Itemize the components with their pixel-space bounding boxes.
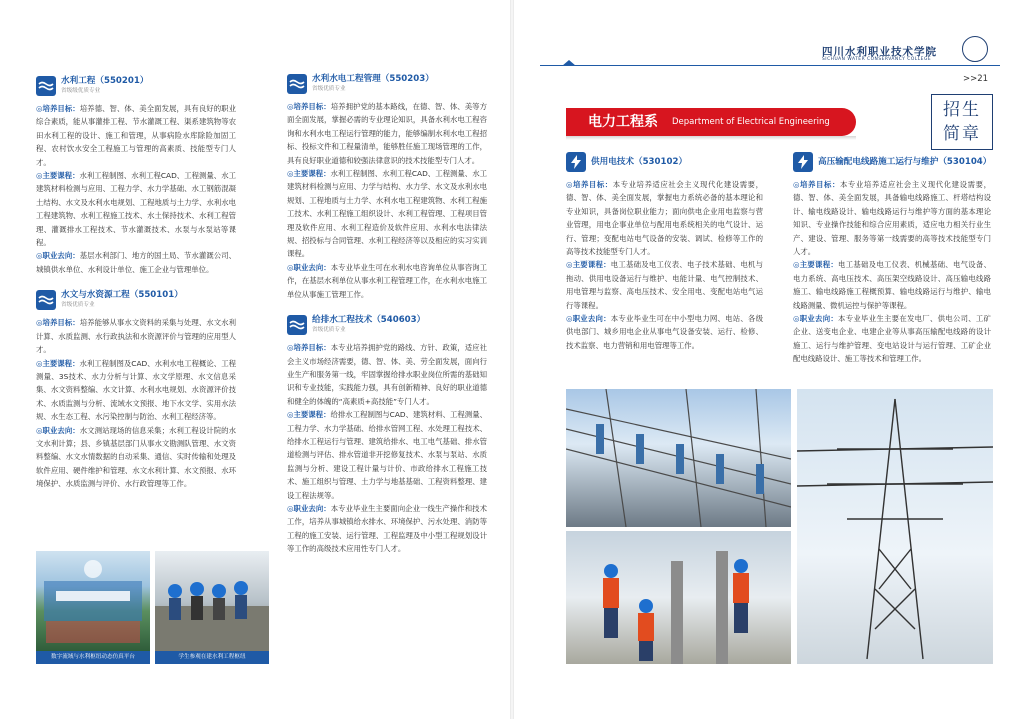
paragraph-goal: ◎培养目标：本专业培养拥护党的路线、方针、政策，适应社会主义市场经济需要，德、智、体、美、劳全面发展，面向行业生产和服务第一线，牢固掌握给排水职业岗位所需的基础知识和专业技能，实践能力强，具有创新精神、良好的职业道德和健全的体魄的“高素质+高技能”专门人才。	[287, 343, 487, 406]
section-title: 高压输配电线路施工运行与维护（530104）	[818, 156, 992, 167]
section-header	[287, 74, 487, 94]
page-number: >>21	[963, 74, 989, 84]
lightning-icon	[793, 152, 813, 172]
logo-title: 四川水利职业技术学院	[822, 46, 937, 58]
section-header	[566, 152, 763, 172]
section-subtitle: 省级优质专业	[312, 327, 346, 334]
right-column-2	[793, 152, 991, 366]
water-wave-icon	[287, 74, 307, 94]
paragraph-career: ◎职业去向：基层水利部门、地方的国土局、节水灌溉公司、城镇供水单位、水利设计单位、施工企业与管理单位。	[36, 251, 236, 274]
paragraph-goal: ◎培养目标：培养拥护党的基本路线，在德、智、体、美等方面全面发展，掌握必需的专业理论知识，具备水利水电工程咨询和水利水电工程运行管理的能力，能够编制水利水电工程招标、投标文件和工程量清单，能够胜任施工现场管理的工作，具有良好职业道德和较强法律意识的技术技能型专门人才。	[287, 102, 487, 165]
college-logo	[822, 40, 992, 66]
section-subtitle: 省级优质专业	[312, 86, 346, 92]
header-triangle-icon	[562, 60, 576, 66]
paragraph-courses: ◎主要课程：给排水工程制图与CAD、建筑材料、工程测量、工程力学、水力学基础、给排水管网工程、水处理工程技术、给排水工程运行与管理、建筑给排水、电工电气基础、排水管道检测与评估、排水管道非开挖修复技术、水泵与泵站、水质监测与分析、建设工程计量与计价、市政给排水工程施工技术、施工组织与管理、土力学与地基基础、工程资料整理、建设工程法规等。	[287, 410, 487, 500]
admission-guide-stamp	[931, 94, 993, 150]
photo-caption: 数字流域与水利枢纽动态仿真平台	[36, 651, 150, 664]
paragraph-courses: ◎主要课程：水利工程制图、水利工程CAD、工程测量、水工建筑材料检测与应用、力学与结构、水力学、水文及水利水电规划、工程地质与土力学、水利水电工程建筑物、水利工程施工技术、水利工程施工组织设计、水利工程管理、工程项目管理及软件应用、水利工程造价及软件应用、水利水电法律法规、招投标与合同管理、水利工程经济等以及相应的实习实训课程。	[287, 169, 487, 259]
paragraph-courses: ◎主要课程：水利工程制图、水利工程CAD、工程测量、水工建筑材料检测与应用、工程力学、水力学基础、水工钢筋混凝土结构、水文及水利水电规划、工程地质与土力学、水利水电工程建筑物、水利工程施工技术、水土保持技术、水利工程管理、灌溉排水工程技术、节水灌溉技术、水泵与水泵站等课程。	[36, 171, 236, 248]
photo-substation-insulators	[566, 389, 791, 527]
section-title: 水文与水资源工程（550101）	[61, 290, 183, 301]
department-title-en: Department of Electrical Engineering	[672, 117, 830, 127]
paragraph-career: ◎职业去向：本专业毕业生可在中小型电力网、电站、各级供电部门、城乡用电企业从事电气设备安装、运行、检修、技术监察、电力营销和用电管理等工作。	[566, 314, 763, 350]
section-header	[36, 290, 236, 310]
section-subtitle: 省级级优质专业	[61, 88, 101, 94]
paragraph-courses: ◎主要课程：水利工程制图及CAD、水利水电工程概论、工程测量、3S技术、水力分析与计算、水文学原理、水文信息采集、水文资料整编、水文计算、水利水电规划、水资源评价技术、水质监测与分析、流域水文预报、地下水文学、实用水法规、水生态工程、水污染控制与防治、水利工程经济等。	[36, 358, 236, 422]
department-banner	[566, 108, 856, 136]
section-title: 给排水工程技术（540603）	[312, 315, 426, 326]
paragraph-courses: ◎主要课程：电工基础及电工仪表、电子技术基础、电机与拖动、供用电设备运行与维护、电能计量、电气控制技术、用电管理与监察、高电压技术、安全用电、变配电站电气运行等课程。	[566, 260, 763, 310]
banner-shadow	[566, 136, 856, 140]
paragraph-career: ◎职业去向：本专业毕业生主要面向企业一线生产操作和技术工作，培养从事城镇给水排水、环境保护、污水处理、消防等工程的施工安装、运行管理、工程监理及中小型工程规划设计等工作的高级技术应用性专门人才。	[287, 503, 487, 554]
paragraph-courses: ◎主要课程：电工基础及电工仪表、机械基础、电气设备、电力系统、高电压技术、高压架空线路设计、高压输电线路施工、输电线路施工程概预算、输电线路运行与维护、输电线路测量、微机运控与保护等课程。	[793, 260, 991, 310]
paragraph-goal: ◎培养目标：培养能够从事水文资料的采集与处理、水文水利计算、水质监测、水行政执法和水资源评价与管理的应用型人才。	[36, 318, 236, 355]
lightning-icon	[566, 152, 586, 172]
logo-subtitle: SICHUAN WATER CONSERVANCY COLLEGE	[822, 57, 932, 62]
water-wave-icon	[287, 315, 307, 335]
section-header	[287, 315, 487, 335]
paragraph-goal: ◎培养目标：培养德、智、体、美全面发展，具有良好的职业综合素质，能从事灌排工程、节水灌溉工程、渠系建筑物等农田水利工程的设计、施工和管理，从事病险水库除险加固工程、农村饮水安全工程施工与管理的高素质、技能型专门人才。	[36, 104, 236, 167]
section-header	[793, 152, 991, 172]
paragraph-career: ◎职业去向：本专业毕业生可在水利水电咨询单位从事咨询工作，在基层水利单位从事水利工程管理工作，在水利水电施工单位从事施工管理工作。	[287, 262, 487, 299]
college-seal-icon	[962, 36, 988, 62]
paragraph-goal: ◎培养目标：本专业培养适应社会主义现代化建设需要，德、智、体、美全面发展，具备输电线路施工、杆塔结构设计、输电线路设计、输电线路运行与维护等方面的基本理论知识、专业操作技能和综合应用素质，适应电力相关行业生产、建设、管理、服务等第一线需要的高等技术技能型专门人才。	[793, 180, 991, 257]
department-title-cn: 电力工程系	[588, 114, 658, 130]
stamp-line: 简章	[943, 124, 981, 144]
right-column-1	[566, 152, 763, 352]
left-column-1	[36, 76, 236, 491]
paragraph-goal: ◎培养目标：本专业培养适应社会主义现代化建设需要，德、智、体、美全面发展，掌握电力系统必备的基本理论和专业知识，具备岗位职业能力；面向供电企业用电监察与营业管理，用电企事业单位与配用电系统相关的电气设计、运行、管理；变配电站电气设备的安装、调试、检修等工作的高等技术技能型专门人才。	[566, 180, 763, 257]
photo-caption: 学生参观在建水利工程枢纽	[155, 651, 269, 664]
section-header	[36, 76, 236, 96]
page-spine	[510, 0, 514, 719]
section-title: 水利工程（550201）	[61, 76, 149, 86]
water-wave-icon	[36, 76, 56, 96]
paragraph-career: ◎职业去向：水文测站现场的信息采集；水利工程设计院的水文水利计算；县、乡镇基层部门从事水文勘测队管理、水文资料整编、水文水情数据的自动采集、通信、实时传输和处理及软件应用、硬件维护和管理、水文水利计算、水文预报、水环境保护、水质监测与评价、水行政管理等工作。	[36, 425, 236, 489]
photo-transmission-tower	[797, 389, 993, 664]
paragraph-career: ◎职业去向：本专业毕业生主要在发电厂、供电公司、工矿企业、送变电企业、电建企业等从事高压输配电线路的设计施工、运行与维护管理、变电站设计与运行管理、工矿企业配电线路设计、施工等技术和管理工作。	[793, 314, 991, 364]
photo-students-visit	[155, 551, 269, 651]
stamp-line: 招生	[943, 100, 981, 120]
section-subtitle: 省级优质专业	[61, 302, 95, 309]
water-wave-icon	[36, 290, 56, 310]
photo-simulation-platform	[36, 551, 150, 651]
left-column-2	[287, 74, 487, 556]
photo-workers-maintenance	[566, 531, 791, 664]
section-title: 水利水电工程管理（550203）	[312, 74, 434, 84]
section-title: 供用电技术（530102）	[591, 156, 688, 167]
header-rule	[540, 65, 1000, 66]
